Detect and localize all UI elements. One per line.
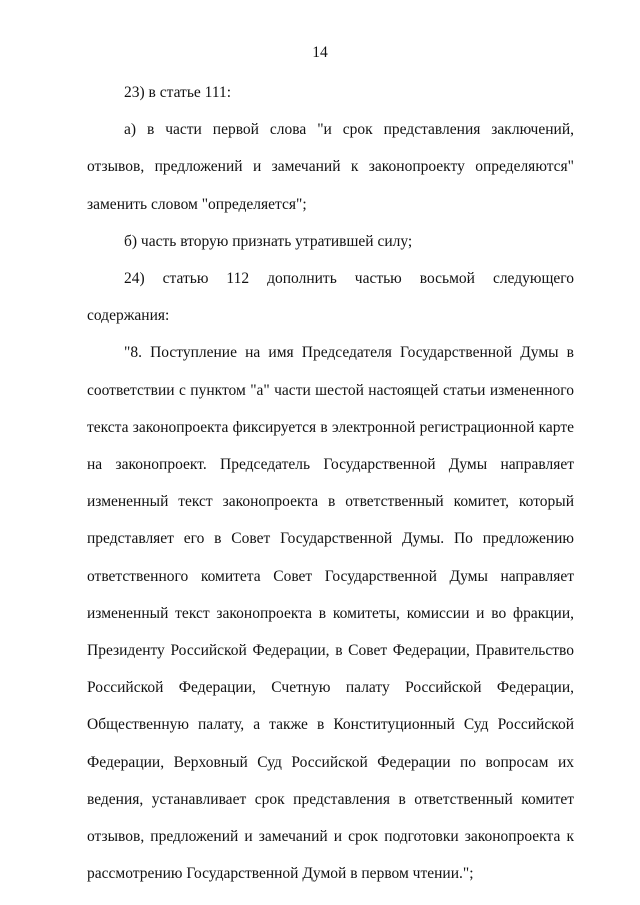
- page-number: 14: [312, 44, 328, 61]
- paragraph-item-b: б) часть вторую признать утратившей силу;: [124, 232, 413, 250]
- paragraph-article-111: 23) в статье 111:: [124, 84, 232, 101]
- paragraph-part-8: "8. Поступление на имя Председателя Государственной Думы в соответствии с пунктом "а" части шестой настоящей статьи измененного текста законопроекта фиксируется в электронной регистрационной карте на законопроект. Председатель Государственной Думы направляет измененный текст законопроекта в ответственный комитет, который представляет его в Совет Государственной Думы. По предложению ответственного комитета Совет Государственной Думы направляет измененный текст законопроекта в комитеты, комиссии и во фракции, Президенту Российской Федерации, в Совет Федерации, Правительство Российской Федерации, Счетную палату Российской Федерации, Общественную палату, а также в Конституционный Суд Российской Федерации, Верховный Суд Российской Федерации по вопросам их ведения, устанавливает срок представления в ответственный комитет отзывов, предложений и замечаний и срок подготовки законопроекта к рассмотрению Государственной Думой в первом чтении.";: [87, 344, 574, 883]
- paragraph-article-112: 24) статью 112 дополнить частью восьмой следующего содержания:: [87, 270, 574, 325]
- document-body: [87, 74, 574, 892]
- paragraph-item-a: а) в части первой слова "и срок представления заключений, отзывов, предложений и замечаний к законопроекту определяются" заменить словом "определяется";: [87, 121, 574, 213]
